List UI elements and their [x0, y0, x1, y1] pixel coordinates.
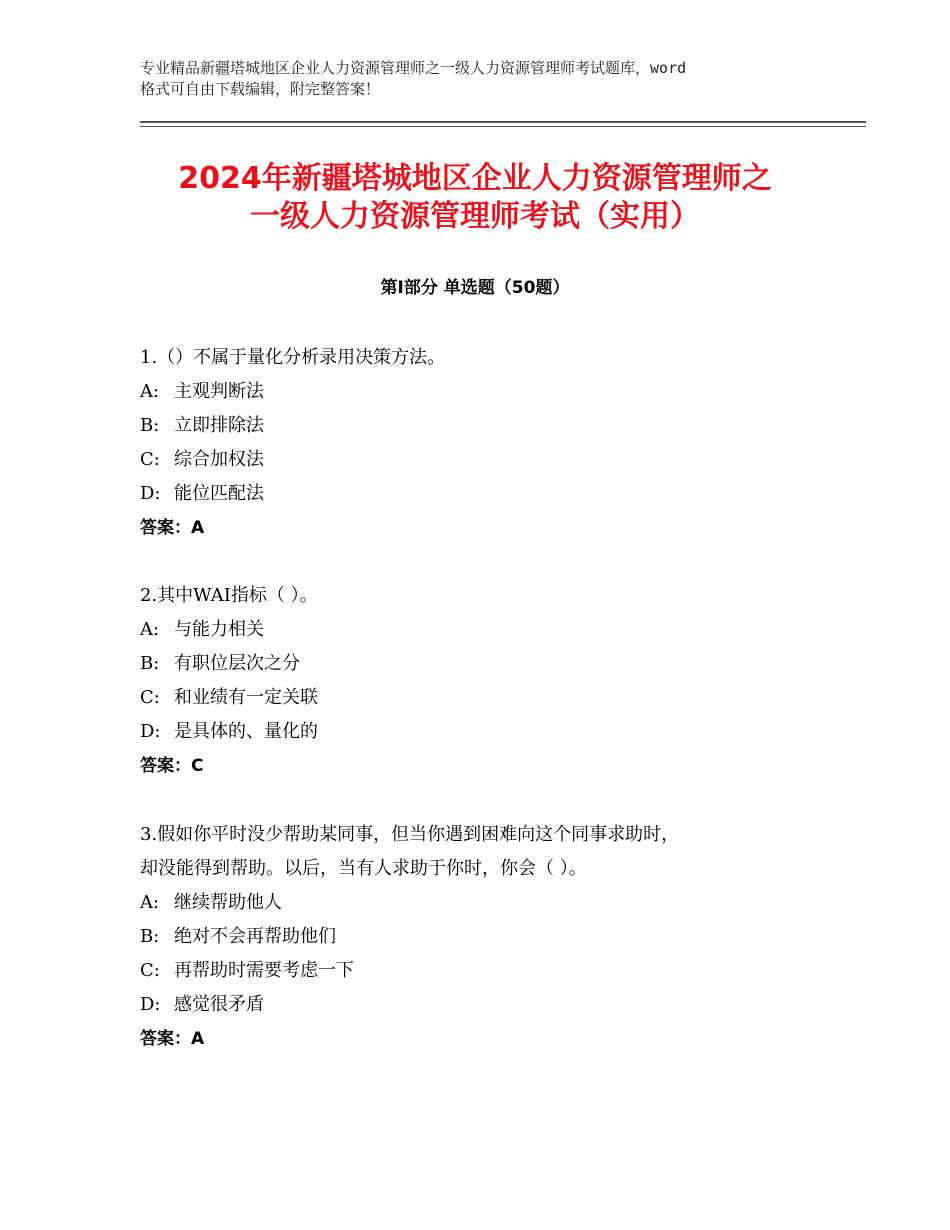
option-c — [140, 443, 840, 477]
header-note-line-2: 格式可自由下载编辑，附完整答案！ — [140, 80, 381, 98]
answer: 答案：A — [140, 518, 205, 538]
question-2 — [140, 579, 840, 783]
option-text: 立即排除法 — [174, 415, 264, 436]
option-text: 再帮助时需要考虑一下 — [174, 960, 354, 981]
question-stem: 2.其中WAI指标（ ）。 — [140, 585, 318, 606]
header-note-line-1: 专业精品新疆塔城地区企业人力资源管理师之一级人力资源管理师考试题库，word — [140, 59, 687, 77]
option-text: 有职位层次之分 — [174, 653, 300, 674]
question-stem-line-1: 3.假如你平时没少帮助某同事，但当你遇到困难向这个同事求助时， — [140, 824, 680, 845]
document-title — [100, 160, 850, 236]
answer: 答案：C — [140, 756, 204, 776]
option-text: 和业绩有一定关联 — [174, 687, 318, 708]
option-d — [140, 715, 840, 749]
option-key: D: — [140, 721, 161, 742]
option-d — [140, 477, 840, 511]
option-c — [140, 954, 840, 988]
option-a — [140, 613, 840, 647]
option-text: 感觉很矛盾 — [174, 994, 264, 1015]
option-c — [140, 681, 840, 715]
question-stem: 1.（）不属于量化分析录用决策方法。 — [140, 347, 446, 368]
option-key: A: — [140, 381, 160, 402]
option-text: 能位匹配法 — [174, 483, 264, 504]
option-b — [140, 647, 840, 681]
header-note — [140, 58, 830, 100]
section-heading: 第Ⅰ部分 单选题（50题） — [380, 278, 570, 298]
option-key: C: — [140, 960, 160, 981]
document-title-line-2: 一级人力资源管理师考试（实用） — [250, 199, 700, 234]
header-divider-thick — [140, 121, 866, 123]
option-key: C: — [140, 449, 160, 470]
option-text: 绝对不会再帮助他们 — [174, 926, 336, 947]
option-text: 与能力相关 — [174, 619, 264, 640]
header-divider-thin — [140, 126, 866, 127]
question-1 — [140, 341, 840, 545]
option-text: 是具体的、量化的 — [174, 721, 318, 742]
option-a — [140, 375, 840, 409]
question-3 — [140, 818, 840, 1056]
option-text: 主观判断法 — [174, 381, 264, 402]
option-text: 继续帮助他人 — [174, 892, 282, 913]
option-key: B: — [140, 653, 160, 674]
option-key: A: — [140, 619, 160, 640]
option-b — [140, 920, 840, 954]
option-key: A: — [140, 892, 160, 913]
option-key: D: — [140, 483, 161, 504]
option-key: C: — [140, 687, 160, 708]
option-d — [140, 988, 840, 1022]
option-b — [140, 409, 840, 443]
document-title-line-1: 2024年新疆塔城地区企业人力资源管理师之 — [178, 161, 772, 196]
option-key: B: — [140, 926, 160, 947]
question-stem-line-2: 却没能得到帮助。以后，当有人求助于你时，你会（ ）。 — [140, 858, 587, 879]
option-key: D: — [140, 994, 161, 1015]
option-a — [140, 886, 840, 920]
option-text: 综合加权法 — [174, 449, 264, 470]
option-key: B: — [140, 415, 160, 436]
answer: 答案：A — [140, 1029, 205, 1049]
